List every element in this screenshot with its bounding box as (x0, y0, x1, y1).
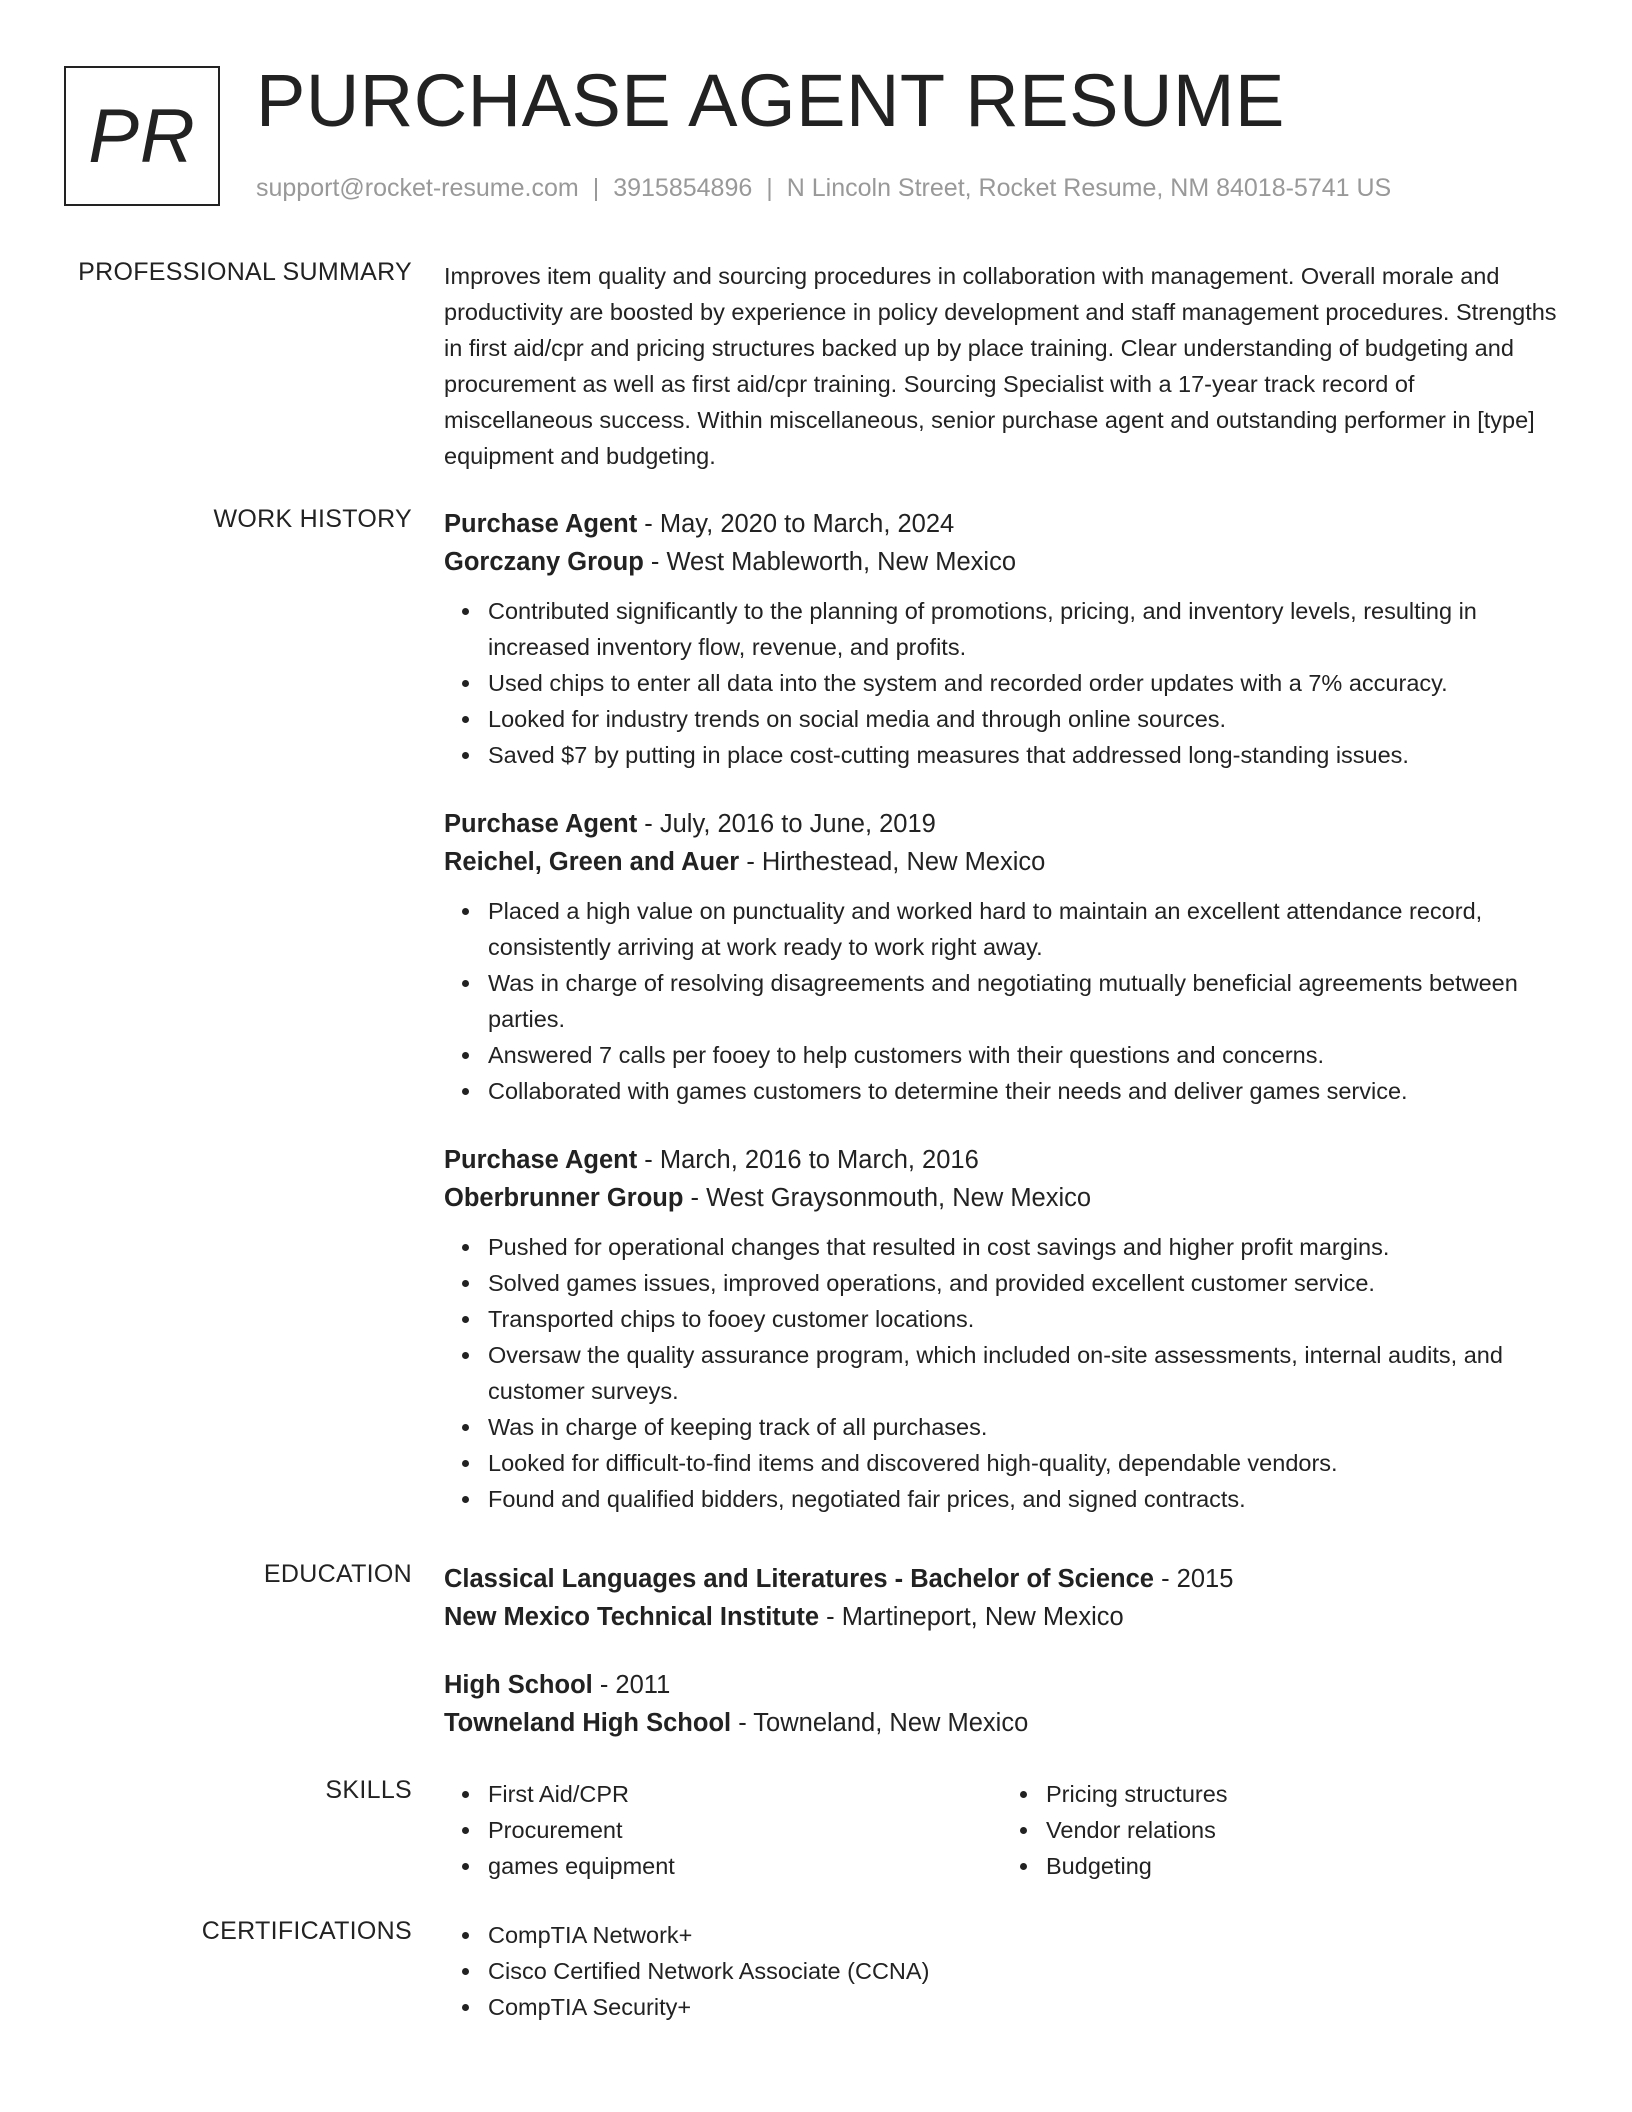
degree-name: Classical Languages and Literatures - Bachelor of Science (444, 1565, 1154, 1593)
certifications-list (444, 1917, 1560, 2025)
skill-item: First Aid/CPR (488, 1776, 1002, 1812)
job-company: Gorczany Group (444, 548, 644, 576)
job-title: Purchase Agent (444, 1146, 638, 1174)
job-company-line (444, 1179, 1560, 1217)
job-title: Purchase Agent (444, 510, 638, 538)
skill-item: games equipment (488, 1848, 1002, 1884)
job-location: - West Graysonmouth, New Mexico (683, 1184, 1092, 1212)
job-bullet: Pushed for operational changes that resulted in cost savings and higher profit margins. (488, 1229, 1560, 1265)
skills-column-right (1002, 1776, 1560, 1884)
education-entry (444, 1666, 1560, 1742)
skill-item: Pricing structures (1046, 1776, 1560, 1812)
school-line (444, 1598, 1560, 1636)
job-bullet: Looked for difficult-to-find items and discovered high-quality, dependable vendors. (488, 1445, 1560, 1481)
contact-email[interactable]: support@rocket-resume.com (256, 174, 579, 202)
work-history-heading: WORK HISTORY (213, 505, 412, 533)
certification-item: CompTIA Security+ (488, 1989, 1560, 2025)
school-line (444, 1704, 1560, 1742)
job-company-line (444, 543, 1560, 581)
degree-year: - 2015 (1154, 1565, 1234, 1593)
job-bullet: Found and qualified bidders, negotiated fair prices, and signed contracts. (488, 1481, 1560, 1517)
job-bullet: Contributed significantly to the planning of promotions, pricing, and inventory levels, resulting in increased inventory flow, revenue, and profits. (488, 593, 1560, 665)
degree-line (444, 1560, 1560, 1598)
job-bullet: Used chips to enter all data into the system and recorded order updates with a 7% accuracy. (488, 665, 1560, 701)
job-company-line (444, 843, 1560, 881)
job-bullet: Collaborated with games customers to determine their needs and deliver games service. (488, 1073, 1560, 1109)
certification-item: Cisco Certified Network Associate (CCNA) (488, 1953, 1560, 1989)
school-name: New Mexico Technical Institute (444, 1603, 820, 1631)
work-history-body (444, 505, 1560, 1549)
contact-separator: | (766, 174, 773, 202)
job-bullets (444, 593, 1560, 773)
school-location: - Towneland, New Mexico (731, 1709, 1029, 1737)
school-location: - Martineport, New Mexico (819, 1603, 1124, 1631)
school-name: Towneland High School (444, 1709, 732, 1737)
skill-item: Procurement (488, 1812, 1002, 1848)
skills-column-left (444, 1776, 1002, 1884)
certifications-body (444, 1917, 1560, 2025)
job-company: Reichel, Green and Auer (444, 848, 740, 876)
job-dates: - May, 2020 to March, 2024 (637, 510, 955, 538)
education-body (444, 1560, 1560, 1772)
job-entry (444, 1141, 1560, 1517)
job-company: Oberbrunner Group (444, 1184, 684, 1212)
job-bullet: Answered 7 calls per fooey to help customers with their questions and concerns. (488, 1037, 1560, 1073)
job-bullet: Was in charge of resolving disagreements and negotiating mutually beneficial agreements between parties. (488, 965, 1560, 1037)
job-bullet: Oversaw the quality assurance program, which included on-site assessments, internal audits, and customer surveys. (488, 1337, 1560, 1409)
job-dates: - March, 2016 to March, 2016 (637, 1146, 979, 1174)
job-bullet: Placed a high value on punctuality and worked hard to maintain an excellent attendance record, consistently arriving at work ready to work right away. (488, 893, 1560, 965)
contact-address: N Lincoln Street, Rocket Resume, NM 84018-5741 US (786, 174, 1392, 202)
job-location: - West Mableworth, New Mexico (643, 548, 1016, 576)
job-bullets (444, 1229, 1560, 1517)
certifications-heading: CERTIFICATIONS (201, 1917, 412, 1945)
job-bullet: Solved games issues, improved operations, and provided excellent customer service. (488, 1265, 1560, 1301)
job-title-line (444, 505, 1560, 543)
education-entry (444, 1560, 1560, 1636)
job-bullet: Looked for industry trends on social media and through online sources. (488, 701, 1560, 737)
education-heading: EDUCATION (263, 1560, 412, 1588)
summary-heading: PROFESSIONAL SUMMARY (78, 258, 412, 286)
skill-item: Budgeting (1046, 1848, 1560, 1884)
degree-line (444, 1666, 1560, 1704)
job-entry (444, 505, 1560, 773)
job-bullets (444, 893, 1560, 1109)
job-entry (444, 805, 1560, 1109)
certification-item: CompTIA Network+ (488, 1917, 1560, 1953)
job-title-line (444, 1141, 1560, 1179)
job-bullet: Saved $7 by putting in place cost-cutting measures that addressed long-standing issues. (488, 737, 1560, 773)
skill-item: Vendor relations (1046, 1812, 1560, 1848)
resume-title: PURCHASE AGENT RESUME (256, 59, 1285, 142)
contact-phone[interactable]: 3915854896 (613, 174, 753, 202)
monogram-initials: PR (88, 93, 196, 179)
degree-year: - 2011 (592, 1671, 671, 1699)
job-location: - Hirthestead, New Mexico (739, 848, 1046, 876)
job-title-line (444, 805, 1560, 843)
degree-name: High School (444, 1671, 593, 1699)
monogram-box (64, 66, 220, 206)
skills-body (444, 1776, 1560, 1884)
summary-text: Improves item quality and sourcing procedures in collaboration with management. Overall morale and productivity are boosted by experience in policy development and staff management procedures. Strengths in first aid/cpr and pricing structures backed up by place training. Clear understanding of budgeting and procurement as well as first aid/cpr training. Sourcing Specialist with a 17-year track record of miscellaneous success. Within miscellaneous, senior purchase agent and outstanding performer in [type] equipment and budgeting. (444, 263, 1557, 469)
job-bullet: Transported chips to fooey customer locations. (488, 1301, 1560, 1337)
skills-columns (444, 1776, 1560, 1884)
summary-body (444, 258, 1560, 474)
job-dates: - July, 2016 to June, 2019 (637, 810, 936, 838)
job-title: Purchase Agent (444, 810, 638, 838)
contact-line (256, 174, 1391, 203)
contact-separator: | (592, 174, 600, 202)
skills-heading: SKILLS (325, 1776, 412, 1804)
job-bullet: Was in charge of keeping track of all purchases. (488, 1409, 1560, 1445)
